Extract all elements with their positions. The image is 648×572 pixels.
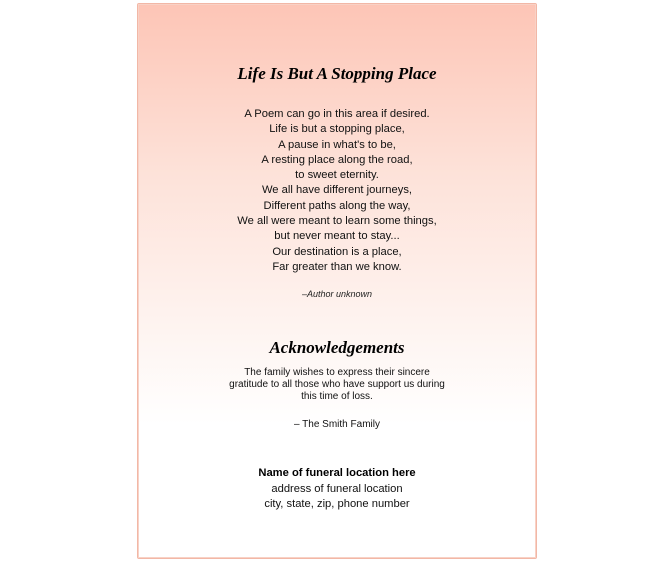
funeral-location (138, 466, 536, 513)
poem-author: –Author unknown (301, 289, 373, 299)
poem-line: Different paths along the way, (263, 199, 411, 212)
poem-line: Far greater than we know. (272, 260, 402, 273)
poem-body (138, 107, 536, 275)
location-city-line: city, state, zip, phone number (264, 498, 410, 510)
poem-line: to sweet eternity. (295, 169, 379, 182)
location-address: address of funeral location (271, 482, 403, 495)
poem-line: Life is but a stopping place, (269, 123, 405, 136)
poem-title: Life Is But A Stopping Place (237, 64, 437, 83)
program-page (137, 3, 537, 559)
poem-line: Our destination is a place, (272, 245, 402, 258)
acknowledgements-text (138, 367, 536, 402)
poem-line: A resting place along the road, (261, 153, 413, 166)
poem-line: A pause in what's to be, (278, 138, 396, 151)
acknowledgements-line: this time of loss. (301, 390, 373, 402)
acknowledgements-line: gratitude to all those who have support us during (229, 378, 445, 390)
family-signoff: – The Smith Family (294, 419, 380, 430)
acknowledgements-title: Acknowledgements (269, 338, 405, 357)
poem-line: A Poem can go in this area if desired. (244, 108, 430, 120)
poem-line: We all have different journeys, (261, 184, 413, 197)
acknowledgements-line: The family wishes to express their sincere (244, 367, 430, 378)
poem-line: but never meant to stay... (274, 230, 400, 243)
location-name: Name of funeral location here (258, 467, 416, 479)
poem-line: We all were meant to learn some things, (237, 215, 437, 228)
